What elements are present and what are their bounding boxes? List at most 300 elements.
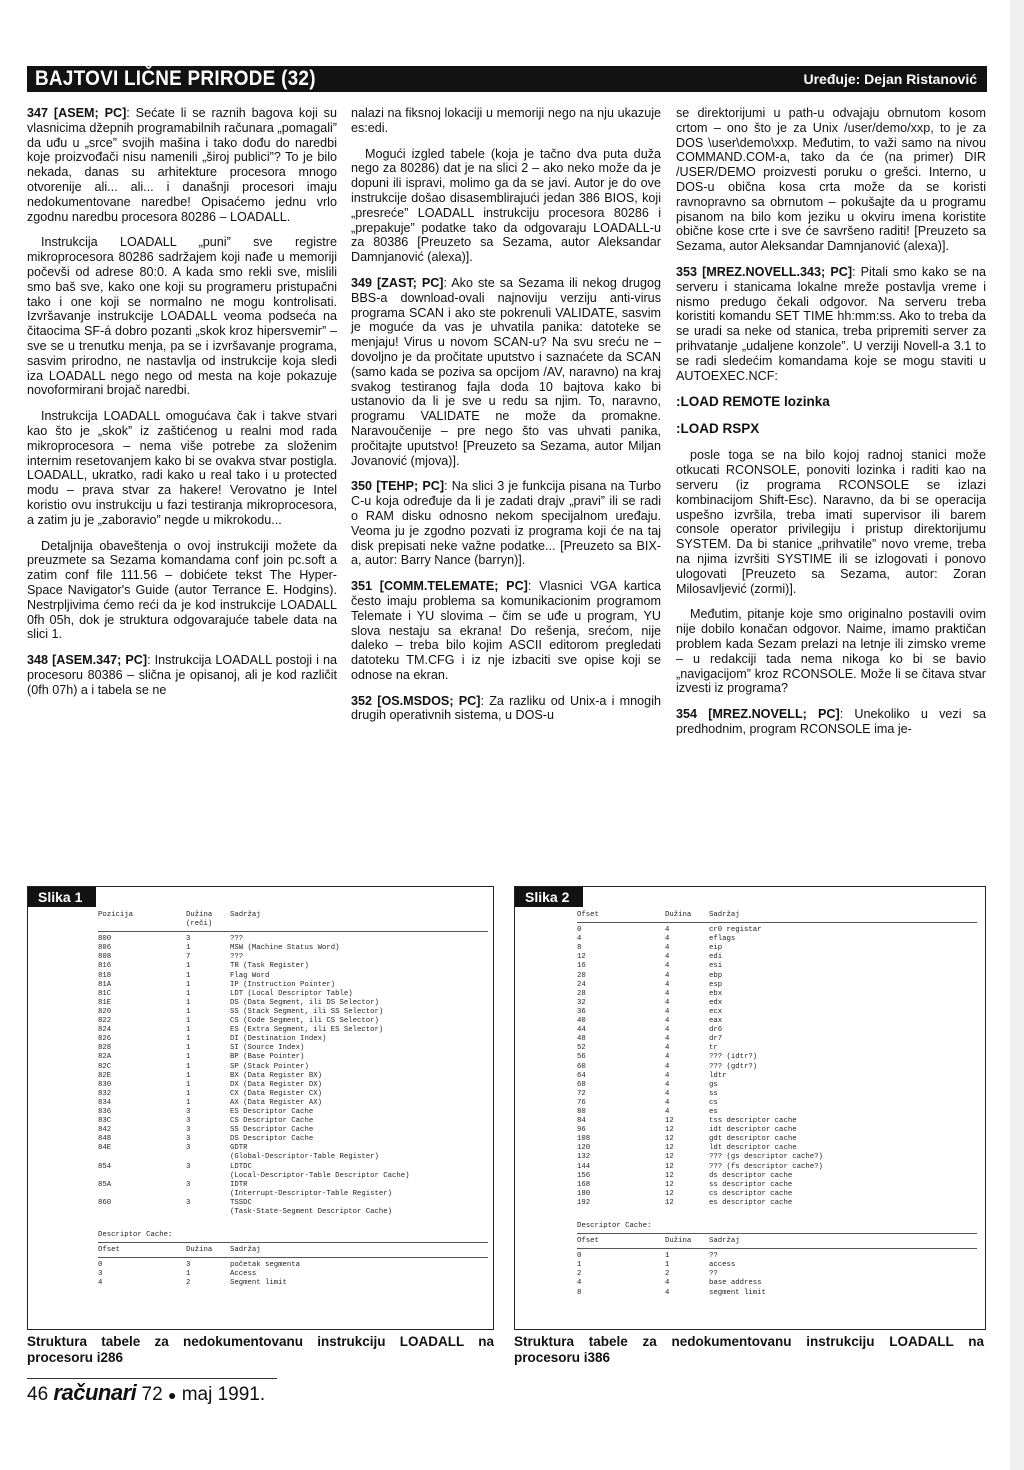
table-cell: 3 (186, 1117, 191, 1126)
table-cell: 4 (98, 1279, 103, 1288)
table-cell: edx (709, 998, 723, 1007)
table-cell: 12 (665, 1135, 674, 1144)
table-cell: eip (709, 944, 723, 953)
table-cell: TSSDC (230, 1198, 252, 1207)
table-cell: gs (709, 1080, 718, 1089)
table-cell: 40 (577, 1017, 586, 1026)
table-row (577, 1279, 977, 1288)
table-row (98, 1279, 488, 1288)
table-cell: LDT (Local Descriptor Table) (230, 989, 353, 998)
table-cell: CS (Code Segment, ili CS Selector) (230, 1017, 379, 1026)
paragraph (676, 607, 986, 696)
figure-2 (514, 886, 986, 1330)
table-cell: SI (Source Index) (230, 1044, 305, 1053)
table-row (577, 981, 977, 990)
table-row (577, 1181, 977, 1190)
table-rule (98, 1257, 488, 1258)
table-row (577, 926, 977, 935)
column-header: Pozicija (98, 911, 134, 919)
table-cell: DX (Data Register DX) (230, 1080, 322, 1089)
table-row (98, 1163, 488, 1172)
paragraph-text: Detaljnija obaveštenja o ovoj instrukciji možete da preuzmete sa Sezama komandama conf join pc.soft a zatim conf file 111.56 – dobićete tekst The Hyper-Space Navigator's Guide (autor Terrance E. Hodgins). Nestrpljivima ćemo reći da je kod instrukcije LOADALL 0fh 05h, dok je struktura odgovarajuće tabele data na slici 1. (27, 538, 337, 642)
table-cell: 12 (577, 953, 586, 962)
table-cell: gdt descriptor cache (709, 1135, 797, 1144)
table-cell: 1 (186, 989, 191, 998)
table-cell: 4 (665, 1080, 670, 1089)
column-header: Dužina (665, 911, 692, 919)
paragraph (676, 448, 986, 596)
table-cell: 842 (98, 1126, 112, 1135)
table-row (577, 1072, 977, 1081)
item-heading: 350 [TEHP; PC] (351, 479, 445, 494)
paragraph (676, 106, 986, 254)
table-cell: segment limit (709, 1288, 766, 1297)
table-cell: 144 (577, 1162, 591, 1171)
table-row (577, 999, 977, 1008)
figure-1 (27, 886, 494, 1330)
table-cell: 4 (665, 1026, 670, 1035)
table-cell: 4 (665, 989, 670, 998)
table-row (577, 1117, 977, 1126)
table-cell: SS Descriptor Cache (230, 1126, 314, 1135)
table-cell: 860 (98, 1198, 112, 1207)
table-cell: dr6 (709, 1026, 723, 1035)
table-cell: 192 (577, 1198, 591, 1207)
table-row (577, 1199, 977, 1208)
table-row (98, 1190, 488, 1199)
paragraph-text: nalazi na fiksnoj lokaciji u memoriji nego na nju ukazuje es:edi. (351, 106, 661, 135)
table-cell: 1 (186, 1035, 191, 1044)
table-cell: 12 (665, 1180, 674, 1189)
table-cell: esp (709, 980, 723, 989)
table-row (98, 1017, 488, 1026)
table-cell: DI (Destination Index) (230, 1035, 327, 1044)
table-row (577, 1081, 977, 1090)
table-cell: 4 (577, 935, 582, 944)
table-cell: 824 (98, 1026, 112, 1035)
table-cell: 83C (98, 1117, 112, 1126)
table-cell: Segment limit (230, 1279, 287, 1288)
table-cell: 44 (577, 1026, 586, 1035)
table-row (98, 962, 488, 971)
table-cell: 1 (186, 971, 191, 980)
table-cell: 1 (186, 1026, 191, 1035)
table-row (98, 1044, 488, 1053)
paragraph (27, 653, 337, 697)
table-cell: 3 (186, 1107, 191, 1116)
table-cell: 12 (665, 1126, 674, 1135)
table-cell: 82A (98, 1053, 112, 1062)
table-cell: 4 (665, 935, 670, 944)
table-row (577, 1252, 977, 1261)
table-cell: tr (709, 1044, 718, 1053)
table-row (577, 1008, 977, 1017)
table-row (577, 1261, 977, 1270)
issue-date: maj 1991. (181, 1384, 266, 1405)
table-cell: 12 (665, 1198, 674, 1207)
text-column-3 (676, 106, 986, 748)
table-cell: IP (Instruction Pointer) (230, 980, 336, 989)
table-cell: ?? (709, 1252, 718, 1261)
table-cell: 4 (665, 1288, 670, 1297)
paragraph (351, 579, 661, 683)
table-cell: 3 (186, 1180, 191, 1189)
paragraph-text: : Na slici 3 je funkcija pisana na Turbo C-u koja određuje da li je zadati drajv „pravi” ili se radi o RAM disku odnosno nekom specijalnom uređaju. Veoma ju je zgodno pozvati iz programa koji će na taj disk prepisati neke važne podatke... [Preuzeto sa BIX-a, autor: Barry Nance (barryn)]. (351, 479, 661, 568)
table-cell: ldtr (709, 1071, 727, 1080)
item-heading: 348 [ASEM.347; PC] (27, 653, 148, 668)
item-heading: 349 [ZAST; PC] (351, 275, 444, 290)
page-number: 46 (27, 1384, 49, 1405)
table-cell: 8 (577, 944, 582, 953)
column-header: Dužina (186, 911, 213, 919)
table-cell: ??? (gs descriptor cache?) (709, 1153, 823, 1162)
table-row (98, 1135, 488, 1144)
table-cell: 72 (577, 1089, 586, 1098)
table-cell: 4 (665, 926, 670, 935)
table-cell: 820 (98, 1007, 112, 1016)
table-cell: 4 (665, 980, 670, 989)
column-header: Sadržaj (709, 1237, 740, 1246)
figure-2-table (577, 911, 977, 1298)
table-rule (98, 931, 488, 932)
table-cell: 1 (577, 1261, 582, 1270)
table-cell: ??? (230, 935, 244, 944)
table-cell: 3 (186, 935, 191, 944)
table-cell: ES (Extra Segment, ili ES Selector) (230, 1026, 384, 1035)
bullet-icon: ● (167, 1386, 177, 1403)
table-row (577, 972, 977, 981)
page-edge (1010, 0, 1024, 1470)
table-cell: 1 (186, 1098, 191, 1107)
table-row (577, 1044, 977, 1053)
figure-1-caption: Struktura tabele za nedokumentovanu instrukciju LOADALL na procesoru i286 (27, 1334, 494, 1365)
paragraph (27, 539, 337, 643)
table-cell: 830 (98, 1080, 112, 1089)
table-row (577, 944, 977, 953)
figure-2-title: Slika 2 (515, 887, 583, 907)
table-cell: 120 (577, 1144, 591, 1153)
table-cell: 64 (577, 1071, 586, 1080)
table-row (98, 1172, 488, 1181)
table-row (98, 1117, 488, 1126)
table-cell: 81C (98, 989, 112, 998)
table-cell: idt descriptor cache (709, 1126, 797, 1135)
table-cell: 28 (577, 989, 586, 998)
table-row (98, 1035, 488, 1044)
table-cell: 806 (98, 944, 112, 953)
cache-header (98, 1246, 488, 1255)
table-row (577, 1144, 977, 1153)
table-cell: ??? (fs descriptor cache?) (709, 1162, 823, 1171)
table-cell: 8 (577, 1288, 582, 1297)
table-cell: BP (Base Pointer) (230, 1053, 305, 1062)
table-cell: 56 (577, 1053, 586, 1062)
table-cell: 1 (186, 1089, 191, 1098)
table-row (98, 953, 488, 962)
table-row (98, 1199, 488, 1208)
paragraph-text: Instrukcija LOADALL „puni” sve registre mikroprocesora 80286 sadržajem koji nađe u memoriji počevši od adrese 80:0. A kada smo rekli sve, mislili smo baš sve, kako one koji su programeru pristupačni tako i one koji se normalno ne mogu kontrolisati. Izvršavanje instrukcije LOADALL veoma podseća na čitaocima SF-á dobro pozanti „skok kroz hipersvemir” – sve se u trenutku menja, pa se i izvršavanje programa, sasvim prirodno, ne nastavlja od instrukcije koja sledi iza LOADALL nego nego od mesta na koje pokazuje novoformirani brojač naredbi. (27, 235, 337, 398)
command-line: :LOAD REMOTE lozinka (676, 394, 830, 410)
table-header (577, 911, 977, 920)
table-cell: 168 (577, 1180, 591, 1189)
cache-header (577, 1237, 977, 1246)
paragraph-text: : Unekoliko u vezi sa predhodnim, program RCONSOLE ima je- (676, 707, 987, 736)
table-cell: 1 (186, 1017, 191, 1026)
table-cell: esi (709, 962, 723, 971)
table-row (98, 944, 488, 953)
paragraph-text: : Instrukcija LOADALL postoji i na procesoru 80386 – slična je opisanoj, ali je kod različit (0fh 07h) a i tabela se ne (27, 653, 337, 697)
table-cell: 7 (186, 953, 191, 962)
table-cell: 854 (98, 1162, 112, 1171)
table-row (577, 1090, 977, 1099)
table-cell: 108 (577, 1135, 591, 1144)
table-row (98, 1063, 488, 1072)
table-cell: (Task-State-Segment Descriptor Cache) (230, 1208, 393, 1216)
table-row (577, 1289, 977, 1298)
table-cell: SP (Stack Pointer) (230, 1062, 309, 1071)
table-cell: 1 (186, 1071, 191, 1080)
table-cell: 76 (577, 1098, 586, 1107)
table-cell: 826 (98, 1035, 112, 1044)
table-row (98, 1126, 488, 1135)
table-cell: Access (230, 1270, 257, 1279)
figure-2-caption: Struktura tabele za nedokumentovanu instrukciju LOADALL na procesoru i386 (514, 1334, 984, 1365)
table-cell: ss descriptor cache (709, 1180, 793, 1189)
table-cell: 12 (665, 1171, 674, 1180)
table-row (577, 1270, 977, 1279)
table-cell: MSW (Machine Status Word) (230, 944, 340, 953)
table-cell: 800 (98, 935, 112, 944)
table-cell: 4 (665, 1098, 670, 1107)
paragraph-text: Mogući izgled tabele (koja je tačno dva puta duža nego za 80286) dat je na slici 2 – ako neko može da je dopuni ili ispravi, molimo ga da se javi. Autor je do ove instrukcije došao disasemblirajući jedan 386 BIOS, koji „presreće” LOADALL instrukciju procesora 80286 i „prepakuje” podatke tako da odgovaraju LOADALL-u za 80386 [Preuzeto sa Sezama, autor Aleksandar Damnjanović (alexa)]. (351, 146, 661, 265)
table-cell: cs descriptor cache (709, 1189, 793, 1198)
table-cell: 96 (577, 1126, 586, 1135)
table-rule (577, 1233, 977, 1234)
table-cell: 816 (98, 962, 112, 971)
table-cell: CS Descriptor Cache (230, 1117, 314, 1126)
table-cell: 3 (186, 1261, 191, 1270)
table-cell: (Interrupt-Descriptor-Table Register) (230, 1189, 393, 1198)
table-cell: 81A (98, 980, 112, 989)
table-cell: 1 (186, 1053, 191, 1062)
magazine-logo: računari (53, 1380, 137, 1405)
table-row (98, 1081, 488, 1090)
table-cell: 1 (186, 980, 191, 989)
table-cell: ??? (gdtr?) (709, 1062, 758, 1071)
table-row (577, 1172, 977, 1181)
table-cell: 4 (665, 962, 670, 971)
paragraph-text: : Sećate li se raznih bagova koji su vlasnicima džepnih programabilnih računara „pomagali” da uđu u „srce” svojih mašina i tako dođu do naredbi koje proizvođači nisu namenili „širој publici”? To je bilo nekada, danas su arhitekture procesora mnogo otvorenije ali... ali... i današnji procesori imaju nedokumentovane naredbe! Opisaćemo jednu vrlo zgodnu naredbu procesora 80286 – LOADALL. (27, 106, 337, 224)
column-header: Dužina (665, 1237, 692, 1246)
paragraph (351, 694, 661, 724)
table-cell: 828 (98, 1044, 112, 1053)
table-cell: 4 (577, 1279, 582, 1288)
table-row (98, 999, 488, 1008)
table-cell: 818 (98, 971, 112, 980)
table-cell: 52 (577, 1044, 586, 1053)
item-heading: 351 [COMM.TELEMATE; PC] (351, 579, 528, 594)
table-cell: ?? (709, 1270, 718, 1279)
table-cell: 0 (577, 1252, 582, 1261)
table-cell: 156 (577, 1171, 591, 1180)
table-row (98, 1208, 488, 1217)
table-row (98, 1261, 488, 1270)
command-line: :LOAD RSPX (676, 421, 760, 437)
table-cell: 3 (186, 1198, 191, 1207)
column-header-unit: (reči) (186, 920, 213, 929)
table-cell: BX (Data Register BX) (230, 1071, 322, 1080)
table-cell: 68 (577, 1080, 586, 1089)
table-cell: 4 (665, 944, 670, 953)
section-title: BAJTOVI LIČNE PRIRODE (32) (35, 67, 316, 90)
table-cell: 3 (98, 1270, 103, 1279)
paragraph (676, 707, 986, 737)
table-row (98, 1072, 488, 1081)
column-header: Ofset (577, 1237, 599, 1246)
table-row (577, 1035, 977, 1044)
column-header: Sadržaj (230, 1246, 261, 1255)
table-row (577, 1063, 977, 1072)
table-row (98, 1026, 488, 1035)
table-cell: ES Descriptor Cache (230, 1107, 314, 1116)
table-cell: AX (Data Register AX) (230, 1098, 322, 1107)
table-cell: 4 (665, 1007, 670, 1016)
table-cell: TR (Task Register) (230, 962, 309, 971)
column-header: Dužina (186, 1246, 213, 1255)
table-cell: ebx (709, 989, 723, 998)
table-cell: 4 (665, 1062, 670, 1071)
table-cell: 2 (577, 1270, 582, 1279)
table-row (577, 1053, 977, 1062)
table-row (577, 1108, 977, 1117)
paragraph-text: : Pitali smo kako se na serveru i stanicama lokalne mreže postavlja vreme i nismo predugo čekali odgovor. Na serveru treba koristiti komandu SET TIME hh:mm:ss. Ako to treba da se uradi sa neke od stanica, treba pripremiti server za prihvatanje „udaljene konzole”. U verziji Novell-a 3.1 to se radi sledećim komandama koje se mogu staviti u AUTOEXEC.NCF: (676, 264, 986, 383)
table-row (577, 962, 977, 971)
table-row (98, 1008, 488, 1017)
table-cell: CX (Data Register CX) (230, 1089, 322, 1098)
table-rule (577, 922, 977, 923)
table-row (577, 1190, 977, 1199)
table-cell: access (709, 1261, 736, 1270)
table-row (98, 972, 488, 981)
table-cell: Flag Word (230, 971, 270, 980)
item-heading: 353 [MREZ.NOVELL.343; PC] (676, 264, 853, 279)
issue-number: 72 (141, 1384, 163, 1405)
table-row (577, 1163, 977, 1172)
paragraph (351, 106, 661, 136)
table-cell: 84 (577, 1117, 586, 1126)
column-header: Sadržaj (709, 911, 740, 919)
table-row (98, 1090, 488, 1099)
table-cell: 12 (665, 1117, 674, 1126)
table-cell: es (709, 1107, 718, 1116)
table-cell: 12 (665, 1189, 674, 1198)
table-cell: ebp (709, 971, 723, 980)
table-cell: 12 (665, 1162, 674, 1171)
table-cell: 0 (98, 1261, 103, 1270)
paragraph (676, 265, 986, 383)
table-cell: 12 (665, 1153, 674, 1162)
table-cell: 1 (186, 1062, 191, 1071)
table-cell: LDTDC (230, 1162, 252, 1171)
table-cell: 836 (98, 1107, 112, 1116)
table-row (577, 1135, 977, 1144)
table-cell: cr0 registar (709, 926, 762, 935)
table-cell: 81E (98, 998, 112, 1007)
table-cell: 1 (186, 1270, 191, 1279)
table-cell: base address (709, 1279, 762, 1288)
table-cell: ecx (709, 1007, 723, 1016)
table-cell: 60 (577, 1062, 586, 1071)
column-header: Ofset (577, 911, 599, 919)
table-row (98, 935, 488, 944)
table-cell: dr7 (709, 1035, 723, 1044)
table-row (577, 990, 977, 999)
item-heading: 354 [MREZ.NOVELL; PC] (676, 707, 840, 722)
table-cell: 4 (665, 953, 670, 962)
paragraph-text: Međutim, pitanje koje smo originalno postavili ovim nije dobilo konačan odgovor. Naime, imamo praktičan problem kada Sezam prelazi na letnje ili zimsko vreme – u redakciji tada nema nikoga ko bi se bavio „navigacijom” kroz RCONSOLE. Može li se čitava stvar izvesti iz programa? (676, 607, 986, 696)
table-row (98, 1144, 488, 1153)
table-cell: 848 (98, 1135, 112, 1144)
table-cell: ldt descriptor cache (709, 1144, 797, 1153)
table-cell: 2 (186, 1279, 191, 1288)
table-cell: 822 (98, 1017, 112, 1026)
table-cell: eflags (709, 935, 736, 944)
table-cell: 32 (577, 998, 586, 1007)
table-row (98, 1099, 488, 1108)
table-row (577, 953, 977, 962)
table-cell: 4 (665, 1107, 670, 1116)
table-cell: 4 (665, 1089, 670, 1098)
paragraph-text: : Za razliku od Unix-a i mnogih drugih operativnih sistema, u DOS-u (351, 693, 661, 723)
table-cell: 4 (665, 1279, 670, 1288)
figure-1-title: Slika 1 (28, 887, 96, 907)
table-cell: 80 (577, 1107, 586, 1116)
item-heading: 352 [OS.MSDOS; PC] (351, 693, 481, 708)
table-cell: 132 (577, 1153, 591, 1162)
item-heading: 347 [ASEM; PC] (27, 106, 127, 120)
table-cell: 1 (665, 1261, 670, 1270)
footer-rule (27, 1378, 277, 1379)
table-cell: ds descriptor cache (709, 1171, 793, 1180)
table-cell: 12 (665, 1144, 674, 1153)
table-cell: 4 (665, 1053, 670, 1062)
section-banner (27, 66, 987, 92)
paragraph-text: posle toga se na bilo kojoj radnoj stanici može otkucati RCONSOLE, ponoviti lozinka i raditi kao na serveru (iz programa RCONSOLE se izlazi kombinacijom Shift-Esc). Naravno, da bi se operacija uspešno izvršila, treba imati supervisor ili barem console operator privilegiju i pristup direktorijumu SYSTEM. Da bi stanice „prihvatile” novo vreme, treba na njima izvršiti SYSTIME ili se izlogovati i ponovo ulogovati [Preuzeto sa Sezama, autor: Zoran Milosavljević (zormi)]. (676, 448, 986, 596)
figure-1-table (98, 911, 488, 1289)
paragraph (27, 409, 337, 527)
paragraph-text: Instrukcija LOADALL omogućava čak i takve stvari kao što je „skok” iz zaštićenog u realni mod rada mikroprocesora – nema više potrebe za složenim internim resetovanjem kako bi se ovakva stvar postigla. LOADALL, ukratko, radi kako u real tako i u protected modu – prava stvar za hakere! Verovatno je Intel koristio ovu instrukciju u fazi testiranja mikroprocesora, a zatim ju je „zaboravio” negde u mikrokodu... (27, 409, 337, 527)
table-cell: 3 (186, 1126, 191, 1135)
paragraph-text: se direktorijumi u path-u odvajaju obrnutom kosom crtom – ono što je za Unix /user/demo/xxp, to je za DOS \user\demo\xxp. Međutim, to važi samo na nivou COMMAND.COM-a, tako da će (na primer) DIR /USER/DEMO proizvesti poruku o grešci. Interno, u DOS-u obična kosa crta može da se koristi ravnopravno sa obrnutom – pokušajte da u programu pisanom na bilo kom jeziku u okviru imena koristite obične kose crte i sve će savršeno raditi! [Preuzeto sa Sezama, autor Aleksandar Damnjanović (alexa)]. (676, 106, 986, 254)
table-cell: 4 (665, 1035, 670, 1044)
table-cell: početak segmenta (230, 1261, 301, 1270)
text-column-1 (27, 106, 337, 708)
table-cell: (Global-Descriptor-Table Register) (230, 1153, 379, 1162)
table-row (98, 990, 488, 999)
paragraph-text: : Ako ste sa Sezama ili nekog drugog BBS-a download-ovali najnoviju verziju anti-virus programa SCAN i ako ste pokrenuli VALIDATE, sasvim je moguće da vas je uhvatila panika: datoteke se menjaju! Virus u novom SCAN-u? Na svu sreću ne – dovoljno je da pročitate uputstvo i saznaćete da SCAN (samo kada se poziva sa opcijom /AV, naravno) na kraj svakog testiranog fajla doda 10 bajtova kako bi ustanovio da li je sve u redu sa njim. To, naravno, programu VALIDATE ne može da promakne. Naravoučenije – pre nego što vas uhvati panika, pročitajte uputstvo! [Preuzeto sa Sezama, autor Miljan Jovanović (mjova)]. (351, 275, 662, 468)
table-cell: 3 (186, 1144, 191, 1153)
table-cell: ??? (idtr?) (709, 1053, 758, 1062)
table-cell: 84E (98, 1144, 112, 1153)
paragraph (27, 106, 337, 224)
table-cell: (Local-Descriptor-Table Descriptor Cache) (230, 1171, 410, 1180)
table-cell: ss (709, 1089, 718, 1098)
table-cell: ??? (230, 953, 244, 962)
table-cell: tss descriptor cache (709, 1117, 797, 1126)
table-row (98, 1053, 488, 1062)
table-cell: 3 (186, 1162, 191, 1171)
table-cell: 4 (665, 1044, 670, 1053)
